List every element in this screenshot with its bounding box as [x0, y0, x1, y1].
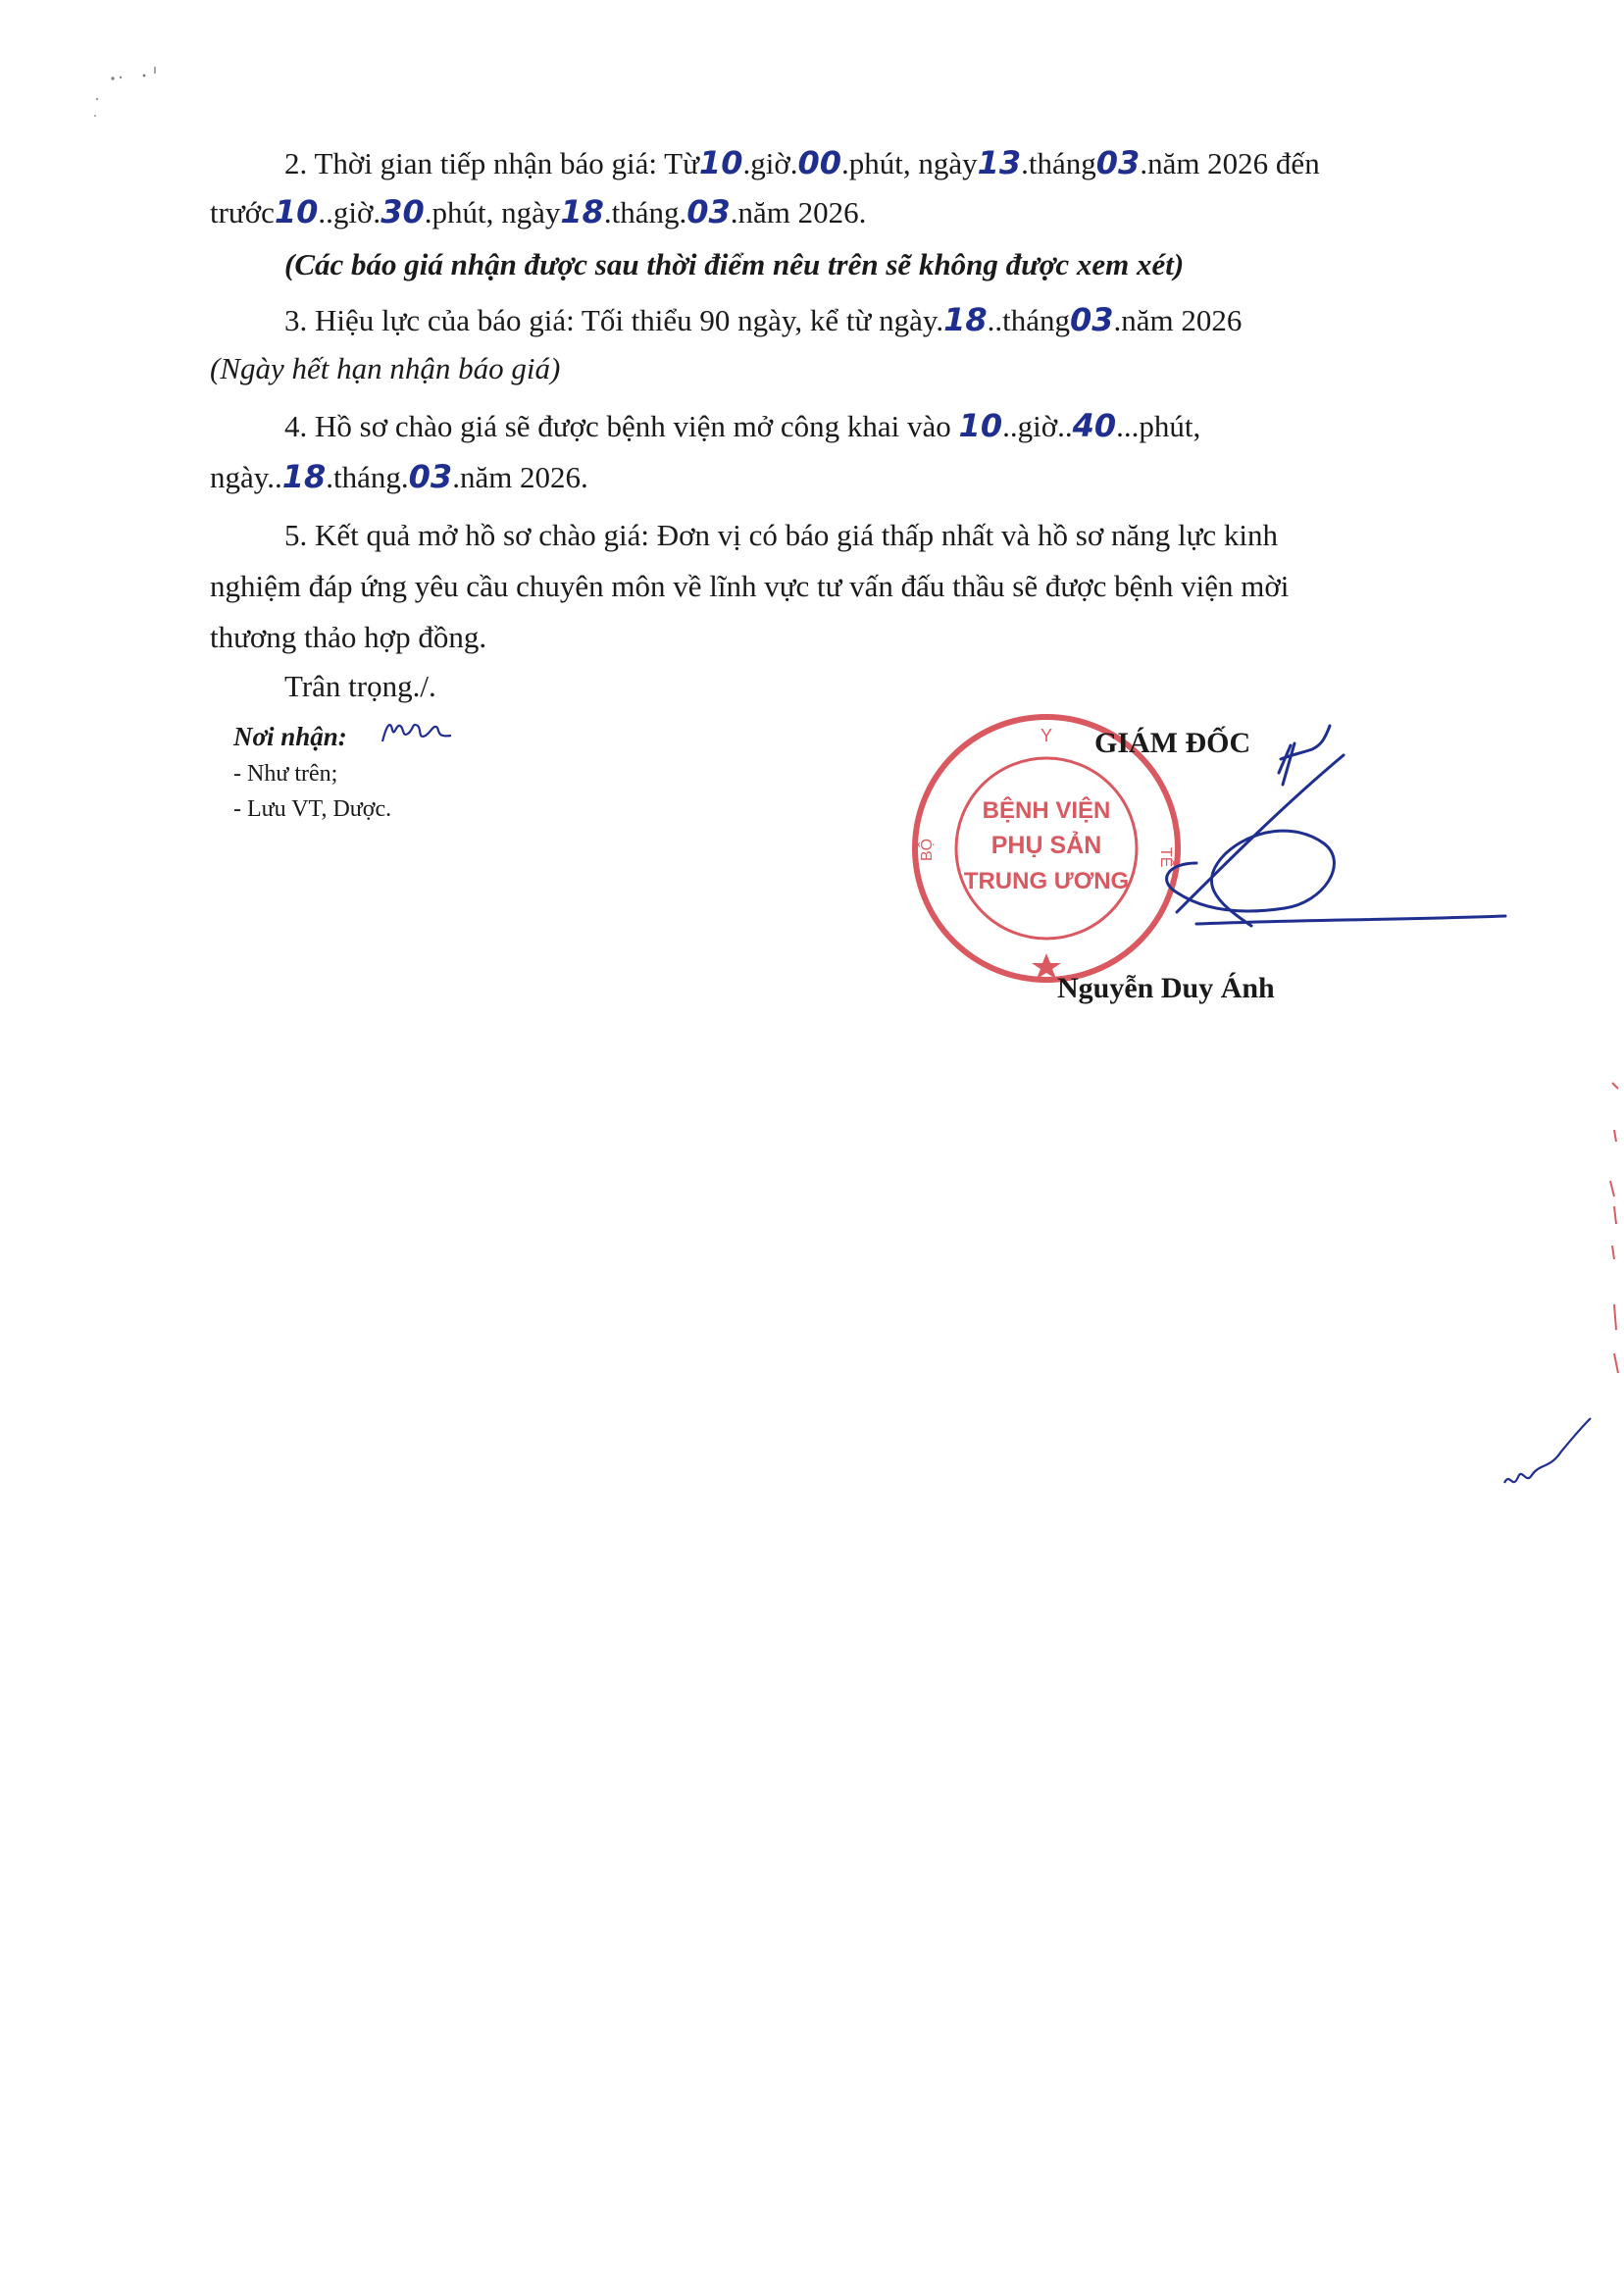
recipient-item-2: - Lưu VT, Dược.: [233, 796, 392, 822]
item-2-to-month: 03: [686, 193, 731, 230]
item-2-from-day: 13: [977, 144, 1022, 181]
item-4-hour-label: ..giờ..: [1002, 409, 1073, 443]
item-3-month: 03: [1070, 301, 1114, 338]
item-2-to-minute: 30: [381, 193, 425, 230]
item-2-to-month-label: .tháng.: [603, 195, 687, 229]
recipients-title: [233, 720, 347, 753]
item-4-line2-prefix: ngày..: [210, 460, 282, 494]
item-2-note: (Các báo giá nhận được sau thời điểm nêu trên sẽ không được xem xét): [284, 247, 1185, 281]
item-2-to-hour: 10: [274, 193, 319, 230]
signature-role: GIÁM ĐỐC: [1094, 727, 1251, 759]
signature-name: Nguyễn Duy Ánh: [1057, 972, 1275, 1004]
item-2-from-minute: 00: [797, 144, 841, 181]
item-4-day: 18: [281, 458, 327, 495]
director-handwritten-signature: [1059, 716, 1510, 961]
recipient-item-1: - Như trên;: [233, 761, 338, 787]
item-4-month: 03: [408, 458, 453, 495]
item-2-hour-label: .giờ.: [742, 146, 798, 180]
svg-text:PHỤ SẢN: PHỤ SẢN: [990, 832, 1102, 859]
item-4-minute: 40: [1072, 407, 1117, 444]
item-3-prefix: 3. Hiệu lực của báo giá: Tối thiểu 90 ngày, kể từ ngày.: [284, 303, 944, 337]
item-3-line-1: [284, 300, 1242, 340]
item-2-from-month: 03: [1095, 144, 1141, 181]
item-2-to-minute-label: .phút, ngày: [424, 195, 561, 229]
scan-speck-marks: [88, 29, 167, 118]
item-4-minute-label: ...phút,: [1116, 409, 1201, 443]
item-5-line-1: 5. Kết quả mở hồ sơ chào giá: Đơn vị có báo giá thấp nhất và hồ sơ năng lực kinh: [284, 518, 1279, 552]
item-3-month-label: ..tháng: [987, 303, 1070, 337]
item-5-line-2: nghiệm đáp ứng yêu cầu chuyên môn về lĩnh vực tư vấn đấu thầu sẽ được bệnh viện mời: [210, 569, 1290, 603]
item-3-note: (Ngày hết hạn nhận báo giá): [210, 351, 561, 385]
item-4-prefix: 4. Hồ sơ chào giá sẽ được bệnh viện mở công khai vào: [284, 409, 951, 443]
item-2-year-label: .năm 2026 đến: [1140, 146, 1320, 180]
scan-edge-marks: [1500, 1079, 1624, 1510]
item-4-hour: 10: [958, 407, 1003, 444]
svg-text:BỘ: BỘ: [919, 838, 936, 861]
recipients-initial-handwriting: [379, 712, 457, 751]
item-2-from-hour: 10: [698, 144, 743, 181]
svg-text:TRUNG ƯƠNG: TRUNG ƯƠNG: [963, 868, 1130, 894]
item-5-line-3: thương thảo hợp đồng.: [210, 620, 487, 654]
item-3-year-label: .năm 2026: [1113, 303, 1243, 337]
recipients-title-text: Nơi nhận:: [233, 722, 347, 751]
item-4-year-label: .năm 2026.: [452, 460, 588, 494]
item-2-prefix: 2. Thời gian tiếp nhận báo giá: Từ: [284, 146, 699, 180]
svg-text:BỆNH VIỆN: BỆNH VIỆN: [982, 797, 1111, 824]
item-4-line-1: [284, 406, 1200, 446]
item-4-month-label: .tháng.: [326, 460, 409, 494]
item-2-line-2: [210, 192, 866, 232]
item-2-to-year-label: .năm 2026.: [730, 195, 867, 229]
svg-text:TẾ: TẾ: [1157, 847, 1174, 868]
closing-text: Trân trọng./.: [284, 669, 436, 703]
item-2-to-day: 18: [560, 193, 604, 230]
item-2-to-hour-label: ..giờ.: [318, 195, 381, 229]
item-2-line-1: [284, 143, 1320, 183]
item-4-line-2: [210, 457, 588, 497]
item-3-day: 18: [943, 301, 988, 338]
svg-text:Y: Y: [1040, 726, 1053, 745]
item-2-month-label: .tháng: [1021, 146, 1096, 180]
item-2-line2-prefix: trước: [210, 195, 275, 229]
item-2-minute-label: .phút, ngày: [841, 146, 978, 180]
